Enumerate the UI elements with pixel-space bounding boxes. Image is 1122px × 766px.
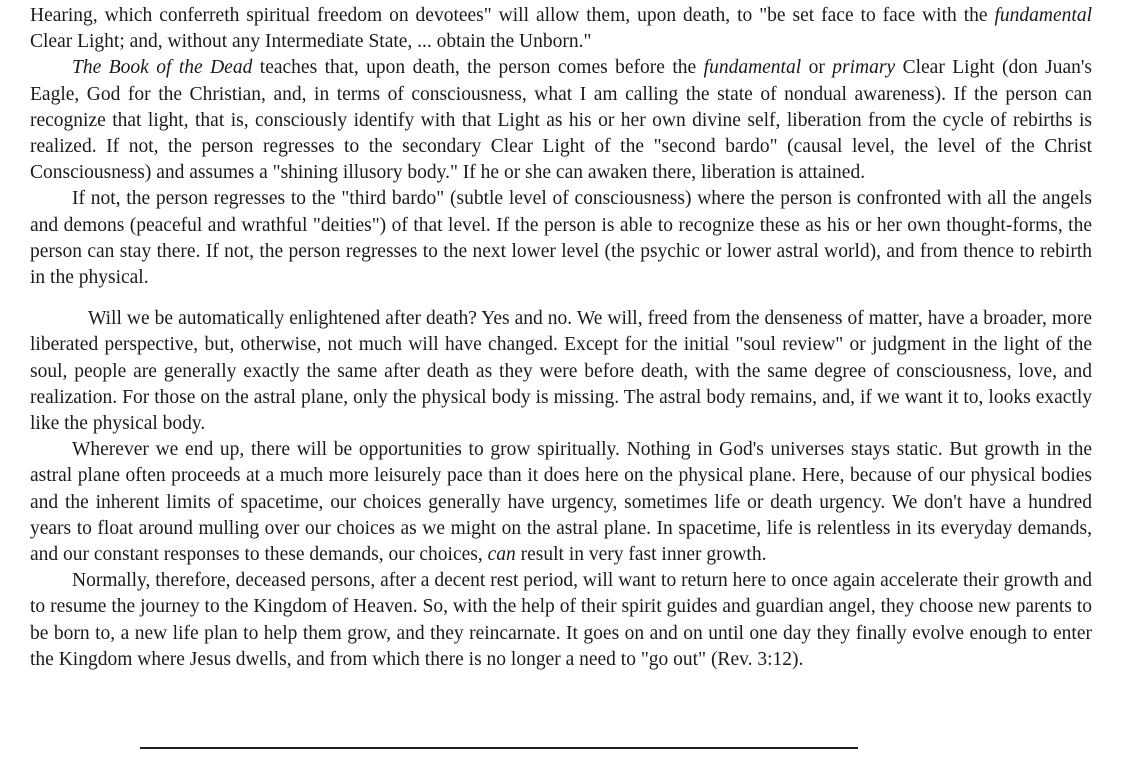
text-run: or [801, 57, 833, 79]
text-run: teaches that, upon death, the person comes before the [252, 57, 704, 79]
text-run-italic: primary [832, 57, 896, 79]
paragraph [30, 3, 1092, 55]
text-run-italic: fundamental [994, 5, 1092, 26]
paragraph [30, 306, 1092, 437]
text-run: Normally, therefore, deceased persons, after a decent rest period, will want to return here to once again accelerate their growth and to resume the journey to the Kingdom of Heaven. So, with the help of their spirit guides and guardian angel, they choose new parents to be born to, a new life plan to help them grow, and they reincarnate. It goes on and on until one day they finally evolve enough to enter the Kingdom where Jesus dwells, and from which there is no longer a need to "go out" (Rev. 3:12). [30, 570, 1092, 670]
text-run: result in very fast inner growth. [515, 544, 767, 566]
text-run-italic: The Book of the Dead [72, 57, 253, 79]
text-run: Will we be automatically enlightened after death? Yes and no. We will, freed from the denseness of matter, have a broader, more liberated perspective, but, otherwise, not much will have changed. Except for the initial "soul review" or judgment in the light of the soul, people are generally exactly the same after death as they were before death, with the same degree of consciousness, love, and realization. For those on the astral plane, only the physical body is missing. The astral body remains, and, if we want it to, looks exactly like the physical body. [30, 308, 1092, 435]
text-block [30, 3, 1092, 673]
paragraph [30, 55, 1092, 186]
text-run: Hearing, which conferreth spiritual freedom on devotees" will allow them, upon death, to "be set face to face with the [30, 5, 995, 26]
paragraph [30, 186, 1092, 291]
text-run: Wherever we end up, there will be opportunities to grow spiritually. Nothing in God's universes stays static. But growth in the astral plane often proceeds at a much more leisurely pace than it does here on the physical plane. Here, because of our physical bodies and the inherent limits of spacetime, our choices generally have urgency, sometimes life or death urgency. We don't have a hundred years to float around mulling over our choices as we might on the astral plane. In spacetime, life is relentless in its everyday demands, and our constant responses to these demands, our choices, [30, 439, 1092, 566]
footnote-separator [140, 747, 858, 749]
paragraph [30, 437, 1092, 568]
text-run: Clear Light (don Juan's Eagle, God for the Christian, and, in terms of consciousness, what I am calling the state of nondual awareness). If the person can recognize that light, that is, consciously identify with that Light as his or her own divine self, liberation from the cycle of rebirths is realized. If not, the person regresses to the secondary Clear Light of the "second bardo" (causal level, the level of the Christ Consciousness) and assumes a "shining illusory body." If he or she can awaken there, liberation is attained. [30, 57, 1092, 184]
text-run-italic: can [487, 544, 516, 566]
paragraph [30, 568, 1092, 673]
text-run-italic: fundamental [703, 57, 802, 79]
text-run: If not, the person regresses to the "third bardo" (subtle level of consciousness) where the person is confronted with all the angels and demons (peaceful and wrathful "deities") of that level. If the person is able to recognize these as his or her own thought-forms, the person can stay there. If not, the person regresses to the next lower level (the psychic or lower astral world), and from thence to rebirth in the physical. [30, 188, 1092, 289]
text-run: Clear Light; and, without any Intermediate State, ... obtain the Unborn." [30, 31, 592, 53]
